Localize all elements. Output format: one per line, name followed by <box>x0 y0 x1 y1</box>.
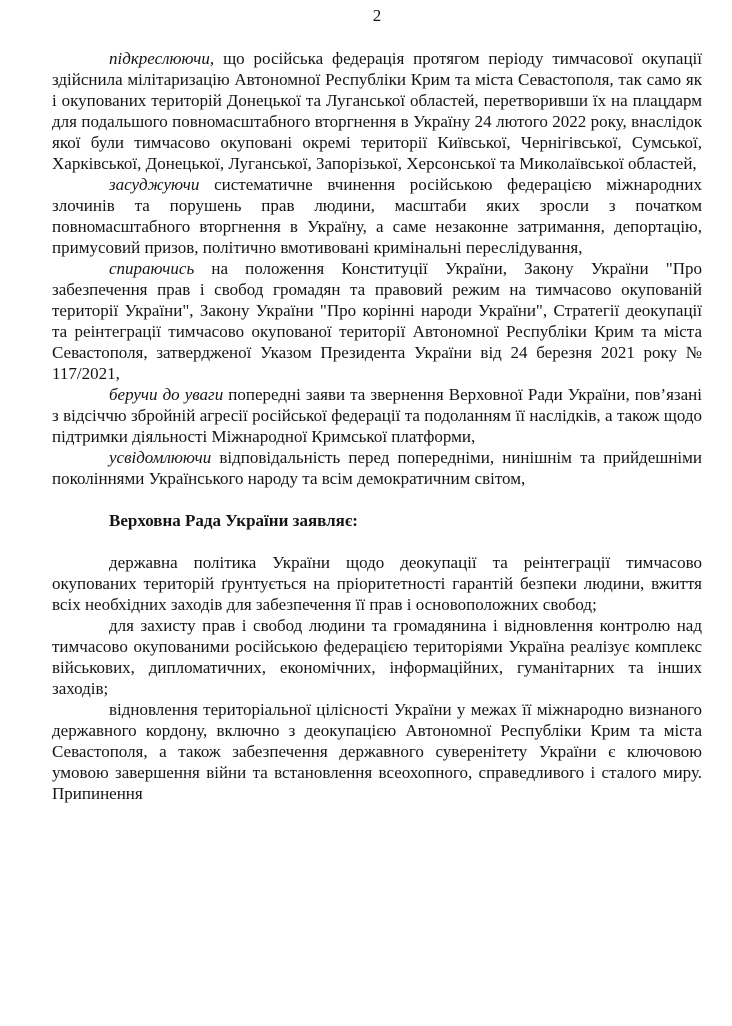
statement-heading: Верховна Рада України заявляє: <box>109 511 358 530</box>
page-number: 2 <box>372 6 382 25</box>
preamble-paragraph <box>52 48 702 174</box>
preamble-paragraph <box>52 384 702 447</box>
paragraph-text: систематичне вчинення російською федерацією міжнародних злочинів та порушень прав людини, масштаби яких зросли з початком повномасштабного вторгнення в Україну, а саме незаконне затримання, депортацію, примусовий призов, політично вмотивовані кримінальні переслідування, <box>52 175 702 257</box>
paragraph-lead: підкреслюючи, <box>109 49 215 68</box>
paragraph-lead: засуджуючи <box>109 175 200 194</box>
paragraph-lead: усвідомлюючи <box>109 448 212 467</box>
paragraph-text: що російська федерація протягом періоду тимчасової окупації здійснила мілітаризацію Автономної Республіки Крим та міста Севастополя, так само як і окупованих територій Донецької та Луганської областей, перетворивши їх на плацдарм для подальшого повномасштабного вторгнення в Україну 24 лютого 2022 року, внаслідок якої були тимчасово окуповані окремі території Київської, Чернігівської, Сумської, Харківської, Донецької, Луганської, Запорізької, Херсонської та Миколаївської областей, <box>52 49 702 173</box>
preamble-paragraph <box>52 258 702 384</box>
paragraph-lead: беручи до уваги <box>109 385 224 404</box>
paragraph-text: відповідальність перед попередніми, нинішнім та прийдешніми поколіннями Українського народу та всім демократичним світом, <box>52 448 703 488</box>
preamble-paragraph <box>52 174 702 258</box>
paragraph-text: на положення Конституції України, Закону України "Про забезпечення прав і свобод громадян та правовий режим на тимчасово окупованій території України", Закону України "Про корінні народи України", Стратегії деокупації та реінтеграції тимчасово окупованої території Автономної Республіки Крим та міста Севастополя, затвердженої Указом Президента України від 24 березня 2021 року № 117/2021, <box>52 259 703 383</box>
paragraph-lead: спираючись <box>109 259 195 278</box>
document-body <box>52 48 702 804</box>
declaration-paragraph: державна політика України щодо деокупації та реінтеграції тимчасово окупованих територій ґрунтується на пріоритетності гарантій безпеки людини, вжиття всіх необхідних заходів для забезпечення її прав і основоположних свобод; <box>52 553 702 614</box>
declaration-paragraph: для захисту прав і свобод людини та громадянина і відновлення контролю над тимчасово окупованими російською федерацією територіями Україна реалізує комплекс військових, дипломатичних, економічних, інформаційних, гуманітарних та інших заходів; <box>52 616 702 698</box>
preamble-paragraph <box>52 447 702 489</box>
declaration-paragraph: відновлення територіальної цілісності України у межах її міжнародно визнаного державного кордону, включно з деокупацією Автономної Республіки Крим та міста Севастополя, а також забезпечення державного суверенітету України є ключовою умовою завершення війни та встановлення всеохопного, справедливого і сталого миру. Припинення <box>52 700 702 803</box>
paragraph-text: попередні заяви та звернення Верховної Ради України, пов’язані з відсіччю збройній агресії російської федерації та подоланням її наслідків, а також щодо підтримки діяльності Міжнародної Кримської платформи, <box>52 385 702 446</box>
